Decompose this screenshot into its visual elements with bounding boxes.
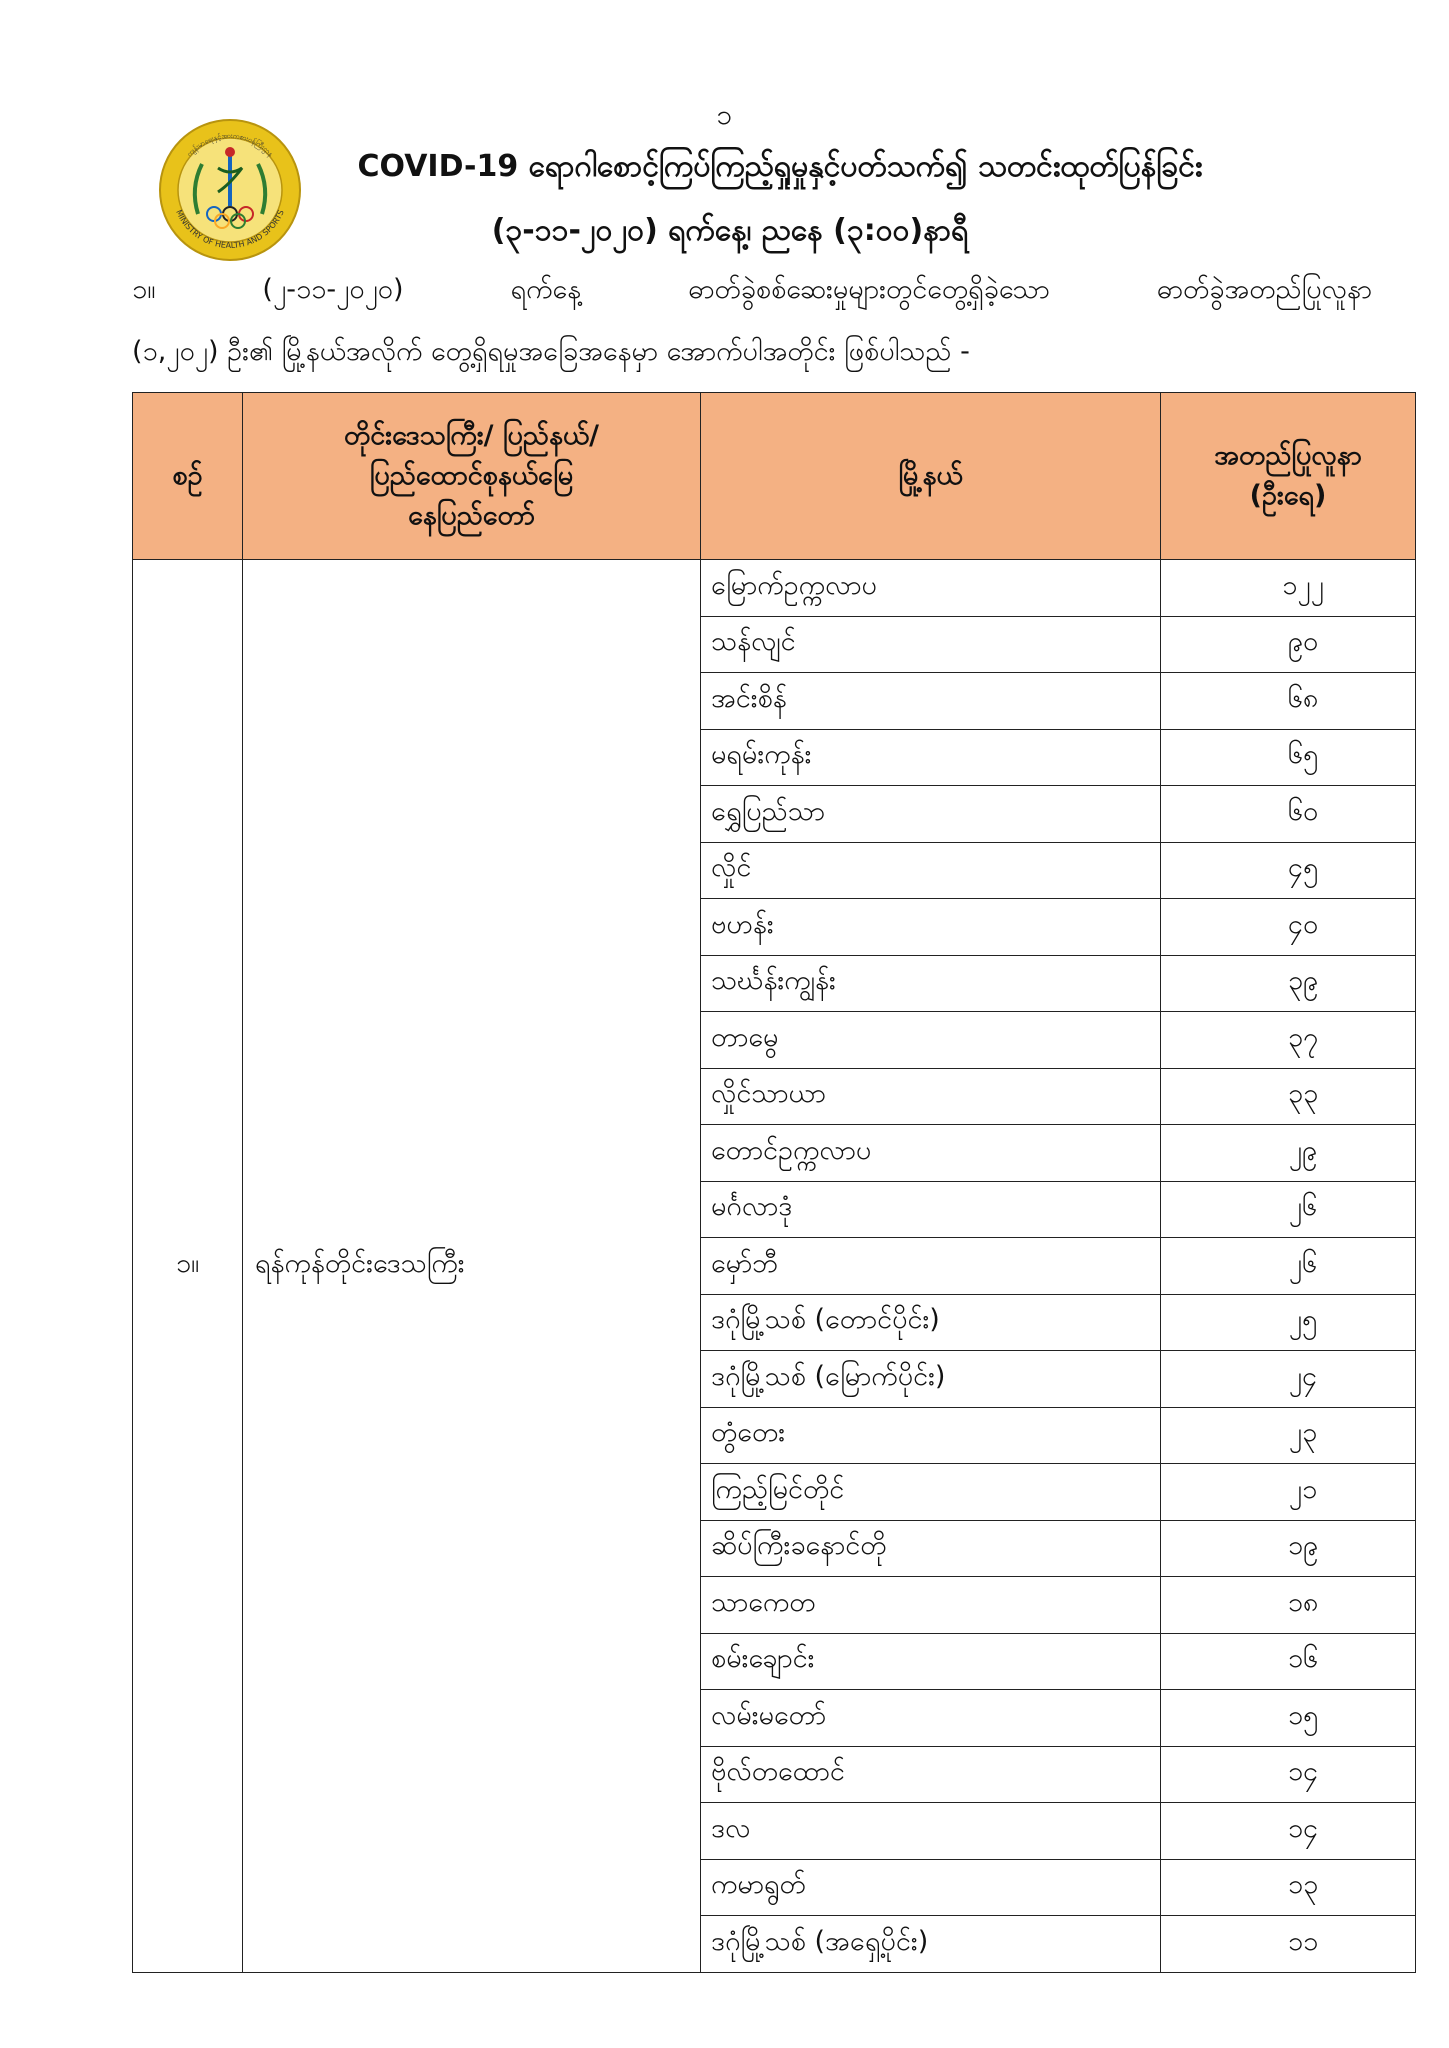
cases-cell: ၆၅ — [1161, 729, 1416, 786]
serial-number-cell: ၁။ — [133, 560, 243, 1973]
header-cases-line2: (ဦးရေ) — [1249, 480, 1327, 511]
logo-text-bottom: MINISTRY OF HEALTH AND SPORTS — [174, 208, 286, 251]
cases-cell: ၂၆ — [1161, 1181, 1416, 1238]
township-cell: တာမွေ — [701, 1012, 1161, 1069]
township-cell: ဗဟန်း — [701, 899, 1161, 956]
township-cell: တောင်ဥက္ကလာပ — [701, 1125, 1161, 1182]
township-cell: မှော်ဘီ — [701, 1238, 1161, 1295]
township-cell: ဒဂုံမြို့သစ် (မြောက်ပိုင်း) — [701, 1351, 1161, 1408]
cases-cell: ၂၃ — [1161, 1407, 1416, 1464]
paragraph-word-1: ရက်နေ့ — [510, 274, 582, 305]
township-cell: တွံတေး — [701, 1407, 1161, 1464]
township-cell: ဒဂုံမြို့သစ် (တောင်ပိုင်း) — [701, 1294, 1161, 1351]
logo-text-top: ကျန်းမာရေးနှင့်အားကစားဝန်ကြီးဌာန — [185, 131, 275, 159]
ministry-logo-icon — [158, 118, 302, 262]
region-cell: ရန်ကုန်တိုင်းဒေသကြီး — [243, 560, 701, 1973]
document-title: COVID-19 ရောဂါစောင့်ကြပ်ကြည့်ရှုမှုနှင့်ပတ်သက်၍ သတင်းထုတ်ပြန်ခြင်း — [357, 149, 1203, 184]
cases-cell: ၃၃ — [1161, 1068, 1416, 1125]
township-cell: ကြည့်မြင်တိုင် — [701, 1464, 1161, 1521]
cases-cell: ၁၆ — [1161, 1633, 1416, 1690]
cases-cell: ၂၅ — [1161, 1294, 1416, 1351]
header-region-line3: နေပြည်တော် — [408, 500, 535, 531]
cases-cell: ၁၁ — [1161, 1916, 1416, 1973]
cases-cell: ၂၆ — [1161, 1238, 1416, 1295]
township-cell: အင်းစိန် — [701, 673, 1161, 730]
township-cell: သင်္ဃန်းကျွန်း — [701, 955, 1161, 1012]
intro-paragraph-line2: (၁,၂၀၂) ဦး၏ မြို့နယ်အလိုက် တွေ့ရှိရမှုအခြေအနေမှာ အောက်ပါအတိုင်း ဖြစ်ပါသည် - — [132, 336, 970, 367]
intro-paragraph-line1 — [132, 272, 1372, 312]
cases-cell: ၂၁ — [1161, 1464, 1416, 1521]
table-row — [133, 560, 1416, 617]
cases-cell: ၁၃ — [1161, 1859, 1416, 1916]
cases-cell: ၁၉ — [1161, 1520, 1416, 1577]
township-cell: ဒလ — [701, 1803, 1161, 1860]
township-cell: မြောက်ဥက္ကလာပ — [701, 560, 1161, 617]
cases-cell: ၃၉ — [1161, 955, 1416, 1012]
document-subtitle: (၃-၁၁-၂၀၂၀) ရက်နေ့၊ ညနေ (၃:၀၀)နာရီ — [491, 213, 969, 248]
cases-table — [132, 392, 1416, 1973]
header-cases-line1: အတည်ပြုလူနာ — [1214, 440, 1362, 471]
cases-cell: ၂၄ — [1161, 1351, 1416, 1408]
cases-cell: ၂၉ — [1161, 1125, 1416, 1182]
header-serial: စဉ် — [133, 393, 243, 560]
header-township: မြို့နယ် — [701, 393, 1161, 560]
table-header-row — [133, 393, 1416, 560]
paragraph-word-3: ဓာတ်ခွဲအတည်ပြုလူနာ — [1156, 274, 1372, 305]
cases-cell: ၄၀ — [1161, 899, 1416, 956]
header-region-line1: တိုင်းဒေသကြီး/ ပြည်နယ်/ — [343, 420, 600, 451]
township-cell: ဒဂုံမြို့သစ် (အရှေ့ပိုင်း) — [701, 1916, 1161, 1973]
township-cell: လှိုင်သာယာ — [701, 1068, 1161, 1125]
cases-cell: ၉၀ — [1161, 616, 1416, 673]
township-cell: စမ်းချောင်း — [701, 1633, 1161, 1690]
township-cell: ရွှေပြည်သာ — [701, 786, 1161, 843]
cases-cell: ၃၇ — [1161, 1012, 1416, 1069]
township-cell: လှိုင် — [701, 842, 1161, 899]
header-region-line2: ပြည်ထောင်စုနယ်မြေ — [369, 460, 574, 491]
cases-cell: ၁၅ — [1161, 1690, 1416, 1747]
township-cell: ကမာရွတ် — [701, 1859, 1161, 1916]
township-cell: မင်္ဂလာဒုံ — [701, 1181, 1161, 1238]
cases-cell: ၆၈ — [1161, 673, 1416, 730]
paragraph-date: (၂-၁၁-၂၀၂၀) — [262, 274, 404, 305]
page-number: ၁ — [716, 98, 733, 131]
paragraph-number: ၁။ — [132, 274, 156, 305]
cases-cell: ၁၈ — [1161, 1577, 1416, 1634]
township-cell: သာကေတ — [701, 1577, 1161, 1634]
cases-cell: ၁၄ — [1161, 1803, 1416, 1860]
cases-cell: ၁၂၂ — [1161, 560, 1416, 617]
township-cell: မရမ်းကုန်း — [701, 729, 1161, 786]
township-cell: သန်လျင် — [701, 616, 1161, 673]
cases-cell: ၁၄ — [1161, 1746, 1416, 1803]
paragraph-word-2: ဓာတ်ခွဲစစ်ဆေးမှုများတွင်တွေ့ရှိခဲ့သော — [688, 274, 1050, 305]
township-cell: ဆိပ်ကြီးခနောင်တို — [701, 1520, 1161, 1577]
cases-cell: ၄၅ — [1161, 842, 1416, 899]
table-body — [133, 560, 1416, 1973]
cases-cell: ၆၀ — [1161, 786, 1416, 843]
header-region — [243, 393, 701, 560]
header-cases — [1161, 393, 1416, 560]
township-cell: လမ်းမတော် — [701, 1690, 1161, 1747]
township-cell: ဗိုလ်တထောင် — [701, 1746, 1161, 1803]
